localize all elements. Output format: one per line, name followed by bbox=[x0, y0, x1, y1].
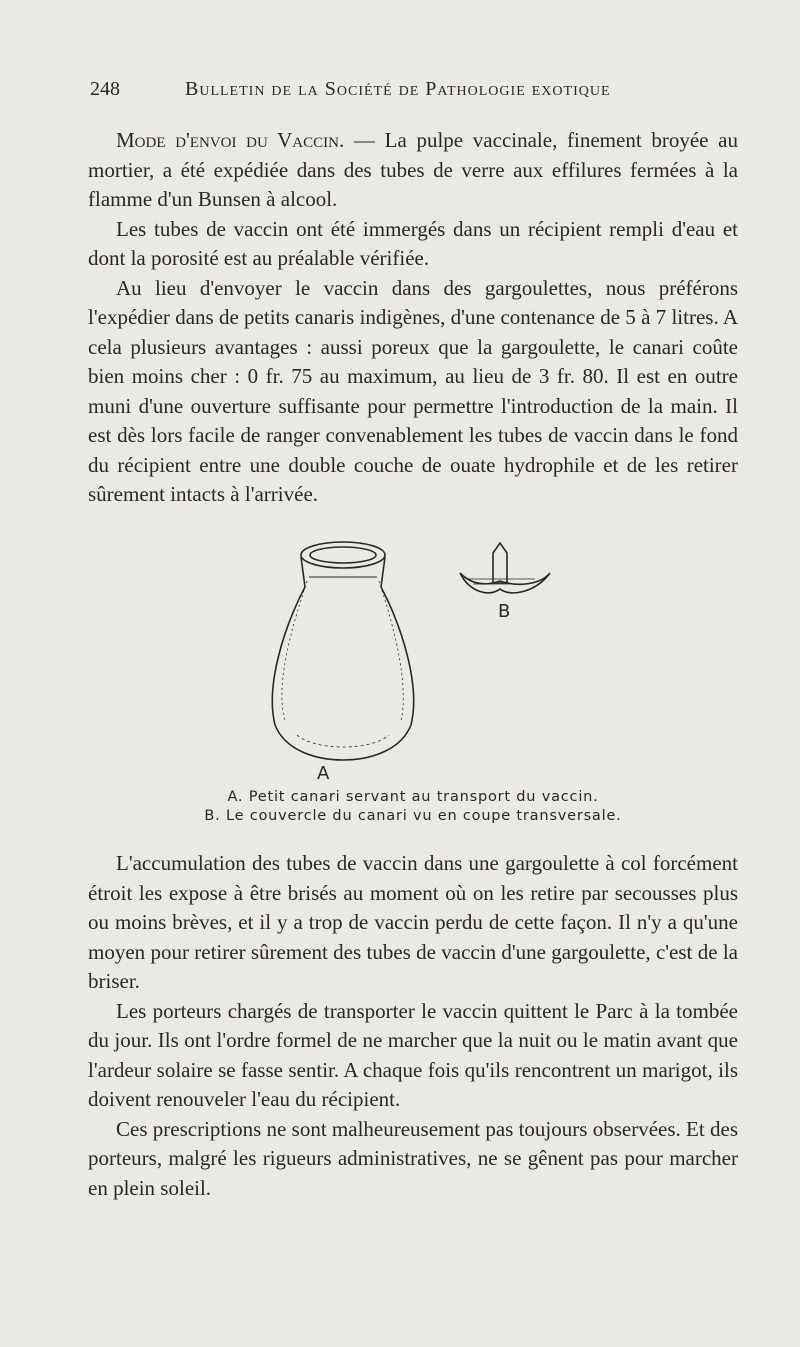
paragraph-3: Au lieu d'envoyer le vaccin dans des gargoulettes, nous préférons l'expédier dans de petits canaris indigènes, d'une contenance de 5 à 7 litres. A cela plusieurs avantages : aussi poreux que la gargoulette, le canari coûte bien moins cher : 0 fr. 75 au maximum, au lieu de 3 fr. 80. Il est en outre muni d'une ouverture suffisante pour permettre l'introduction de la main. Il est dès lors facile de ranger convenablement les tubes de vaccin dans le fond du récipient entre une double couche de ouate hydrophile et de les retirer sûrement intacts à l'arrivée. bbox=[88, 275, 738, 506]
running-title: Bulletin de la Société de Pathologie exotique bbox=[185, 78, 611, 100]
figure-illustration bbox=[255, 535, 575, 785]
figure-caption-a: A. Petit canari servant au transport du vaccin. bbox=[227, 789, 599, 805]
page-header bbox=[90, 78, 650, 108]
page-number: 248 bbox=[90, 78, 120, 100]
paragraph-5: Les porteurs chargés de transporter le vaccin quittent le Parc à la tombée du jour. Ils ont l'ordre formel de ne marcher que la nuit ou le matin avant que l'ardeur solaire se fasse sentir. A chaque fois qu'ils rencontrent un marigot, ils doivent renouveler l'eau du récipient. bbox=[88, 998, 738, 1111]
section-heading: Mode d'envoi du Vaccin. bbox=[116, 128, 345, 152]
lid-section-drawing bbox=[460, 543, 550, 593]
paragraph-6: Ces prescriptions ne sont malheureusement pas toujours observées. Et des porteurs, malgré les rigueurs administratives, ne se gênent pas pour marcher en plein soleil. bbox=[88, 1116, 738, 1200]
paragraph-2: Les tubes de vaccin ont été immergés dans un récipient rempli d'eau et dont la porosité est au préalable vérifiée. bbox=[88, 216, 738, 270]
paragraph-1 bbox=[88, 126, 738, 215]
figure-label-a: A bbox=[317, 763, 330, 784]
figure-caption-b: B. Le couvercle du canari vu en coupe transversale. bbox=[204, 808, 622, 824]
text-block-top bbox=[88, 126, 738, 510]
figure-label-b: B bbox=[498, 601, 511, 622]
paragraph-1-text: — La pulpe vaccinale, finement broyée au mortier, a été expédiée dans des tubes de verre aux effilures fermées à la flamme d'un Bunsen à alcool. bbox=[88, 128, 739, 211]
paragraph-4: L'accumulation des tubes de vaccin dans une gargoulette à col forcément étroit les expose à être brisés au moment où on les retire par secousses plus ou moins brèves, et il y a trop de vaccin perdu de cette façon. Il n'y a qu'une moyen pour retirer sûrement des tubes de vaccin d'une gargoulette, c'est de la briser. bbox=[88, 851, 738, 993]
text-block-bottom bbox=[88, 849, 738, 1203]
canari-vessel-drawing bbox=[272, 542, 413, 760]
